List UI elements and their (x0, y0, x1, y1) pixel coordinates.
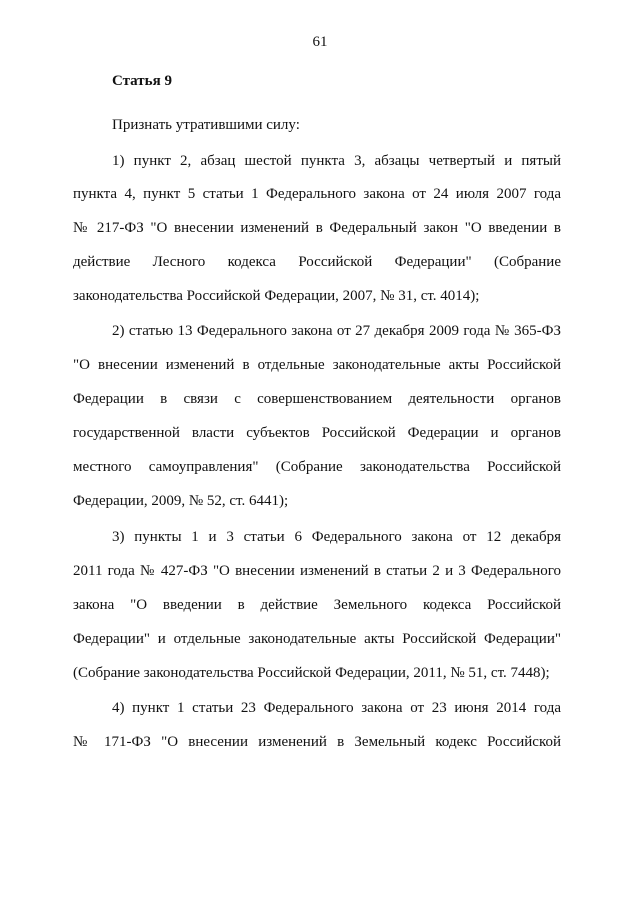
text-line: пункта 4, пункт 5 статьи 1 Федерального закона от 24 июля 2007 года (73, 186, 561, 202)
page-number: 61 (312, 34, 328, 50)
text-line: "О внесении изменений в отдельные законодательные акты Российской (73, 357, 561, 373)
text-line: местного самоуправления" (Собрание законодательства Российской (73, 459, 561, 475)
text-line: 2011 года № 427-ФЗ "О внесении изменений в статьи 2 и 3 Федерального (73, 563, 561, 579)
text-line: действие Лесного кодекса Российской Федерации" (Собрание (73, 254, 561, 270)
text-line: государственной власти субъектов Российской Федерации и органов (73, 425, 561, 441)
text-line: Признать утратившими силу: (112, 117, 300, 133)
text-line: Федерации" и отдельные законодательные акты Российской Федерации" (73, 631, 561, 647)
text-line: (Собрание законодательства Российской Федерации, 2011, № 51, ст. 7448); (73, 665, 550, 681)
text-line: 1) пункт 2, абзац шестой пункта 3, абзацы четвертый и пятый (112, 153, 561, 169)
text-line: 3) пункты 1 и 3 статьи 6 Федерального закона от 12 декабря (112, 529, 561, 545)
text-line: № 171-ФЗ "О внесении изменений в Земельный кодекс Российской (73, 734, 561, 750)
text-line: Федерации в связи с совершенствованием деятельности органов (73, 391, 561, 407)
article-title: Статья 9 (112, 73, 172, 89)
text-line: 4) пункт 1 статьи 23 Федерального закона от 23 июня 2014 года (112, 700, 561, 716)
text-line: закона "О введении в действие Земельного кодекса Российской (73, 597, 561, 613)
text-line: Федерации, 2009, № 52, ст. 6441); (73, 493, 289, 509)
text-line: законодательства Российской Федерации, 2007, № 31, ст. 4014); (73, 288, 480, 304)
text-line: 2) статью 13 Федерального закона от 27 декабря 2009 года № 365-ФЗ (112, 323, 561, 339)
text-line: № 217-ФЗ "О внесении изменений в Федеральный закон "О введении в (73, 220, 561, 236)
